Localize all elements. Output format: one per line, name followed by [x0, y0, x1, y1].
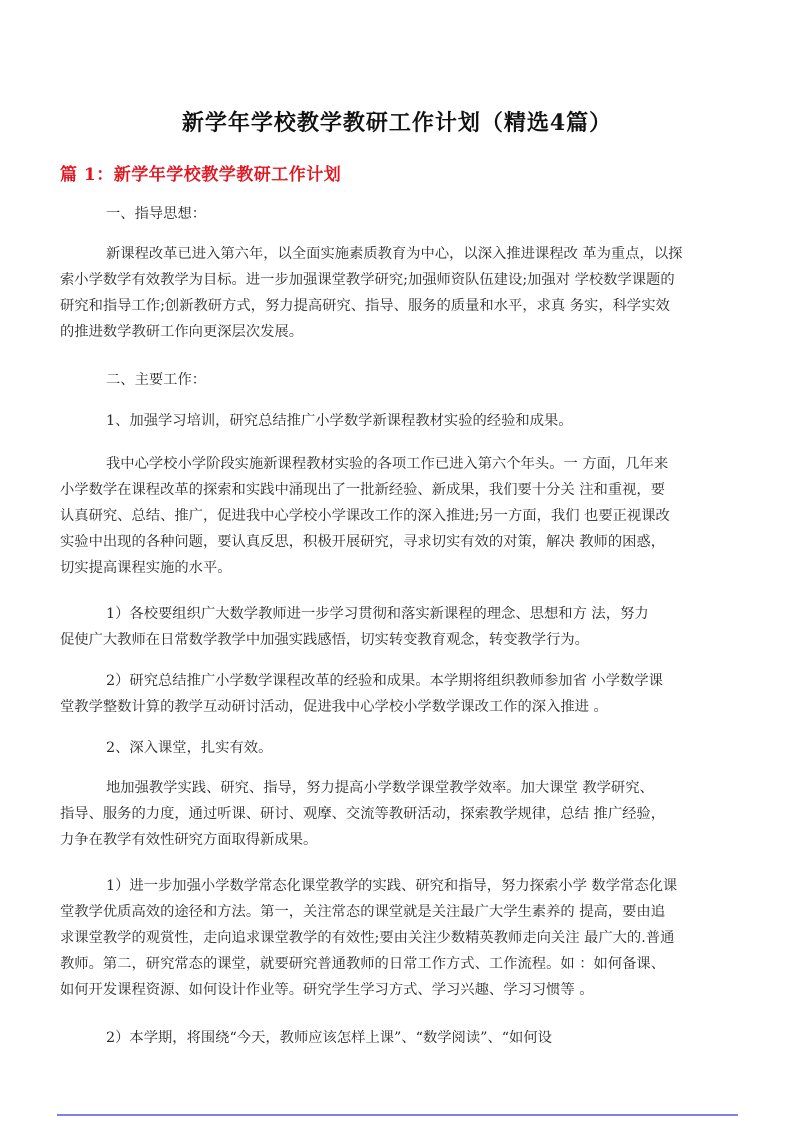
document-title: 新学年学校教学教研工作计划（精选4篇）	[181, 110, 613, 136]
paragraph-curriculum-experiment: 我中心学校小学阶段实施新课程教材实验的各项工作已进入第六个年头。一 方面，几年来 小学数学在课程改革的探索和实践中涌现出了一批新经验、新成果，我们要十分关 注和重视，要 认真研究、总结、推广，促进我中心学校小学课改工作的深入推进;另一方面，我们 也要正视课改 实验中出现的各种问题，要认真反思，积极开展研究，寻求切实有效的对策，解决 教师的困惑， 切实提高课程实施的水平。	[60, 456, 670, 576]
item-1-heading: 1、加强学习培训，研究总结推广小学数学新课程教材实验的经验和成果。	[106, 413, 573, 429]
paragraph-guiding-ideology: 新课程改革已进入第六年，以全面实施素质教育为中心，以深入推进课程改 革为重点，以探 索小学数学有效教学为目标。进一步加强课堂教学研究;加强师资队伍建设;加强对 学校数学课题的 研究和指导工作;创新教研方式，努力提高研究、指导、服务的质量和水平，求真 务实，科学实效 的推进数学教研工作向更深层次发展。	[60, 246, 683, 340]
heading-main-work: 二、主要工作：	[106, 372, 207, 388]
subitem-1-1: 1）各校要组织广大数学教师进一步学习贯彻和落实新课程的理念、思想和方 法，努力 促使广大教师在日常数学教学中加强实践感悟，切实转变教育观念，转变教学行为。	[60, 606, 649, 648]
paragraph-classroom: 地加强教学实践、研究、指导，努力提高小学数学课堂教学效率。加大课堂 教学研究、 指导、服务的力度，通过听课、研讨、观摩、交流等教研活动，探索教学规律，总结 推广经验， 力争在教学有效性研究方面取得新成果。	[60, 780, 666, 848]
footer-divider	[57, 1114, 738, 1116]
heading-guiding-ideology: 一、指导思想：	[106, 206, 207, 222]
subitem-2-1: 1）进一步加强小学数学常态化课堂教学的实践、研究和指导，努力探索小学 数学常态化课 堂教学优质高效的途径和方法。第一，关注常态的课堂就是关注最广大学生素养的 提高，要由追 求课堂教学的观赏性，走向追求课堂教学的有效性;要由关注少数精英教师走向关注 最广大的.普通 教师。第二，研究常态的课堂，就要研究普通教师的日常工作方式、工作流程。如 ：如何备课、 如何开发课程资源、如何设计作业等。研究学生学习方式、学习兴趣、学习习惯等 。	[60, 878, 678, 998]
section-heading: 篇 1：新学年学校教学教研工作计划	[60, 165, 342, 185]
subitem-1-2: 2）研究总结推广小学数学课程改革的经验和成果。本学期将组织教师参加省 小学数学课 堂教学整数计算的教学互动研讨活动，促进我中心学校小学数学课改工作的深入推进 。	[60, 673, 663, 715]
item-2-heading: 2、深入课堂，扎实有效。	[106, 740, 273, 756]
subitem-2-2: 2）本学期，将围绕“今天，教师应该怎样上课”、“数学阅读”、“如何设	[106, 1030, 552, 1046]
